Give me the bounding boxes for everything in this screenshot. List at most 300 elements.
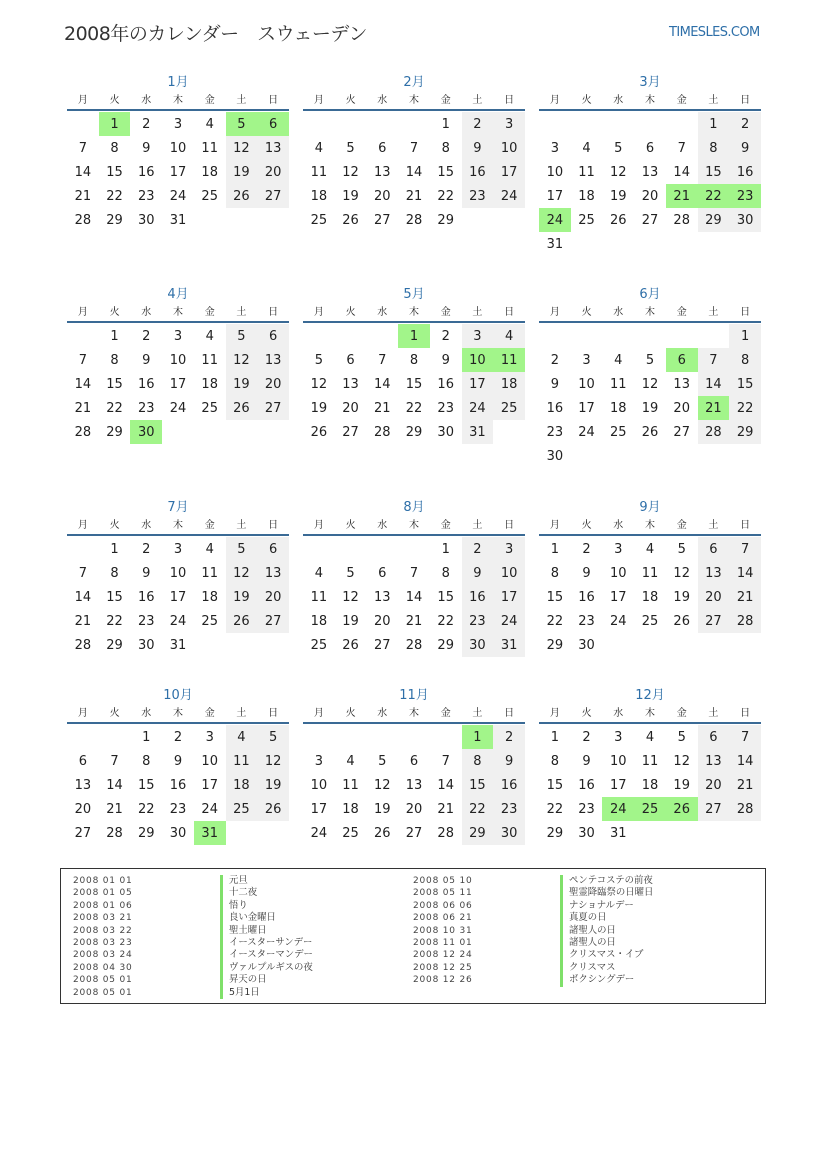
day-cell[interactable]: 9 bbox=[142, 565, 151, 581]
holiday-day-cell[interactable]: 24 bbox=[539, 208, 571, 232]
day-cell[interactable]: 3 bbox=[614, 541, 623, 557]
day-cell[interactable]: 11 bbox=[641, 753, 659, 769]
day-cell[interactable]: 15 bbox=[106, 589, 123, 605]
day-cell[interactable]: 21 bbox=[106, 801, 123, 817]
day-cell[interactable]: 4 bbox=[205, 328, 214, 344]
day-cell[interactable]: 16 bbox=[462, 160, 494, 184]
day-cell[interactable]: 1 bbox=[110, 328, 119, 344]
day-cell[interactable]: 10 bbox=[169, 140, 187, 156]
holiday-day-cell[interactable]: 5 bbox=[226, 112, 258, 136]
day-cell[interactable]: 1 bbox=[441, 541, 450, 557]
day-cell[interactable]: 26 bbox=[342, 637, 359, 653]
day-cell[interactable]: 4 bbox=[226, 725, 258, 749]
holiday-day-cell[interactable]: 24 bbox=[602, 797, 634, 821]
day-cell[interactable]: 1 bbox=[729, 324, 761, 348]
day-cell[interactable]: 23 bbox=[138, 400, 155, 416]
day-cell[interactable]: 24 bbox=[493, 184, 525, 208]
day-cell[interactable]: 7 bbox=[677, 140, 686, 156]
day-cell[interactable]: 6 bbox=[257, 324, 289, 348]
day-cell[interactable]: 8 bbox=[462, 749, 494, 773]
day-cell[interactable]: 14 bbox=[437, 777, 454, 793]
day-cell[interactable]: 15 bbox=[546, 777, 564, 793]
day-cell[interactable]: 29 bbox=[437, 212, 454, 228]
day-cell[interactable]: 22 bbox=[546, 613, 564, 629]
day-cell[interactable]: 14 bbox=[405, 164, 423, 180]
day-cell[interactable]: 20 bbox=[374, 188, 391, 204]
day-cell[interactable]: 17 bbox=[610, 777, 627, 793]
day-cell[interactable]: 9 bbox=[441, 352, 450, 368]
day-cell[interactable]: 9 bbox=[462, 561, 494, 585]
day-cell[interactable]: 19 bbox=[374, 801, 391, 817]
day-cell[interactable]: 24 bbox=[462, 396, 494, 420]
day-cell[interactable]: 15 bbox=[106, 376, 123, 392]
day-cell[interactable]: 17 bbox=[201, 777, 218, 793]
day-cell[interactable]: 15 bbox=[729, 372, 761, 396]
day-cell[interactable]: 2 bbox=[582, 729, 591, 745]
day-cell[interactable]: 17 bbox=[578, 400, 595, 416]
day-cell[interactable]: 3 bbox=[173, 116, 183, 132]
day-cell[interactable]: 1 bbox=[550, 729, 559, 745]
day-cell[interactable]: 31 bbox=[462, 420, 494, 444]
day-cell[interactable]: 25 bbox=[610, 424, 627, 440]
day-cell[interactable]: 19 bbox=[342, 188, 359, 204]
day-cell[interactable]: 4 bbox=[582, 140, 591, 156]
day-cell[interactable]: 27 bbox=[641, 212, 659, 228]
day-cell[interactable]: 10 bbox=[578, 376, 595, 392]
day-cell[interactable]: 14 bbox=[729, 561, 761, 585]
day-cell[interactable]: 27 bbox=[257, 609, 289, 633]
day-cell[interactable]: 9 bbox=[142, 140, 151, 156]
day-cell[interactable]: 16 bbox=[169, 777, 187, 793]
day-cell[interactable]: 25 bbox=[342, 825, 359, 841]
day-cell[interactable]: 18 bbox=[201, 376, 218, 392]
day-cell[interactable]: 9 bbox=[173, 753, 183, 769]
day-cell[interactable]: 8 bbox=[110, 352, 119, 368]
day-cell[interactable]: 23 bbox=[169, 801, 187, 817]
day-cell[interactable]: 2 bbox=[493, 725, 525, 749]
holiday-day-cell[interactable]: 23 bbox=[729, 184, 761, 208]
day-cell[interactable]: 25 bbox=[201, 613, 218, 629]
day-cell[interactable]: 17 bbox=[462, 372, 494, 396]
day-cell[interactable]: 19 bbox=[257, 773, 289, 797]
day-cell[interactable]: 17 bbox=[310, 801, 328, 817]
day-cell[interactable]: 5 bbox=[314, 352, 323, 368]
day-cell[interactable]: 15 bbox=[405, 376, 423, 392]
day-cell[interactable]: 27 bbox=[257, 396, 289, 420]
day-cell[interactable]: 19 bbox=[342, 613, 359, 629]
day-cell[interactable]: 30 bbox=[437, 424, 454, 440]
day-cell[interactable]: 27 bbox=[74, 825, 92, 841]
day-cell[interactable]: 23 bbox=[578, 613, 595, 629]
day-cell[interactable]: 7 bbox=[78, 140, 87, 156]
day-cell[interactable]: 24 bbox=[169, 188, 187, 204]
day-cell[interactable]: 5 bbox=[677, 541, 686, 557]
day-cell[interactable]: 8 bbox=[550, 565, 559, 581]
day-cell[interactable]: 2 bbox=[462, 537, 494, 561]
day-cell[interactable]: 14 bbox=[698, 372, 730, 396]
day-cell[interactable]: 28 bbox=[405, 212, 423, 228]
day-cell[interactable]: 7 bbox=[378, 352, 387, 368]
day-cell[interactable]: 18 bbox=[310, 613, 328, 629]
day-cell[interactable]: 9 bbox=[582, 753, 591, 769]
day-cell[interactable]: 27 bbox=[405, 825, 423, 841]
day-cell[interactable]: 24 bbox=[201, 801, 218, 817]
day-cell[interactable]: 5 bbox=[677, 729, 686, 745]
day-cell[interactable]: 14 bbox=[74, 589, 92, 605]
day-cell[interactable]: 20 bbox=[641, 188, 659, 204]
day-cell[interactable]: 8 bbox=[698, 136, 730, 160]
day-cell[interactable]: 10 bbox=[493, 136, 525, 160]
day-cell[interactable]: 13 bbox=[342, 376, 359, 392]
day-cell[interactable]: 23 bbox=[462, 184, 494, 208]
day-cell[interactable]: 2 bbox=[462, 112, 494, 136]
day-cell[interactable]: 29 bbox=[546, 825, 564, 841]
holiday-day-cell[interactable]: 1 bbox=[462, 725, 494, 749]
day-cell[interactable]: 10 bbox=[610, 565, 627, 581]
day-cell[interactable]: 29 bbox=[405, 424, 423, 440]
day-cell[interactable]: 7 bbox=[409, 565, 419, 581]
day-cell[interactable]: 12 bbox=[226, 561, 258, 585]
day-cell[interactable]: 10 bbox=[546, 164, 564, 180]
day-cell[interactable]: 23 bbox=[138, 613, 155, 629]
day-cell[interactable]: 13 bbox=[74, 777, 92, 793]
day-cell[interactable]: 9 bbox=[729, 136, 761, 160]
day-cell[interactable]: 3 bbox=[614, 729, 623, 745]
day-cell[interactable]: 31 bbox=[610, 825, 627, 841]
day-cell[interactable]: 20 bbox=[257, 585, 289, 609]
day-cell[interactable]: 4 bbox=[645, 541, 655, 557]
day-cell[interactable]: 16 bbox=[493, 773, 525, 797]
day-cell[interactable]: 11 bbox=[201, 565, 218, 581]
day-cell[interactable]: 3 bbox=[582, 352, 591, 368]
day-cell[interactable]: 28 bbox=[437, 825, 454, 841]
day-cell[interactable]: 27 bbox=[257, 184, 289, 208]
day-cell[interactable]: 22 bbox=[106, 400, 123, 416]
day-cell[interactable]: 16 bbox=[578, 777, 595, 793]
day-cell[interactable]: 27 bbox=[342, 424, 359, 440]
day-cell[interactable]: 27 bbox=[673, 424, 690, 440]
day-cell[interactable]: 10 bbox=[201, 753, 218, 769]
day-cell[interactable]: 20 bbox=[405, 801, 423, 817]
day-cell[interactable]: 25 bbox=[310, 212, 328, 228]
day-cell[interactable]: 30 bbox=[138, 212, 155, 228]
holiday-day-cell[interactable]: 22 bbox=[698, 184, 730, 208]
day-cell[interactable]: 19 bbox=[673, 777, 690, 793]
day-cell[interactable]: 20 bbox=[74, 801, 92, 817]
day-cell[interactable]: 2 bbox=[142, 116, 151, 132]
day-cell[interactable]: 29 bbox=[546, 637, 564, 653]
day-cell[interactable]: 19 bbox=[310, 400, 328, 416]
day-cell[interactable]: 5 bbox=[346, 140, 355, 156]
day-cell[interactable]: 12 bbox=[342, 164, 359, 180]
day-cell[interactable]: 7 bbox=[78, 352, 87, 368]
day-cell[interactable]: 15 bbox=[698, 160, 730, 184]
day-cell[interactable]: 28 bbox=[729, 609, 761, 633]
day-cell[interactable]: 8 bbox=[441, 140, 450, 156]
day-cell[interactable]: 21 bbox=[437, 801, 454, 817]
day-cell[interactable]: 29 bbox=[462, 821, 494, 845]
day-cell[interactable]: 18 bbox=[342, 801, 359, 817]
day-cell[interactable]: 16 bbox=[729, 160, 761, 184]
day-cell[interactable]: 23 bbox=[462, 609, 494, 633]
day-cell[interactable]: 8 bbox=[409, 352, 419, 368]
day-cell[interactable]: 18 bbox=[201, 164, 218, 180]
day-cell[interactable]: 27 bbox=[374, 212, 391, 228]
day-cell[interactable]: 24 bbox=[310, 825, 328, 841]
day-cell[interactable]: 4 bbox=[205, 541, 214, 557]
day-cell[interactable]: 13 bbox=[374, 164, 391, 180]
holiday-day-cell[interactable]: 30 bbox=[130, 420, 162, 444]
day-cell[interactable]: 20 bbox=[698, 773, 730, 797]
day-cell[interactable]: 30 bbox=[546, 448, 564, 464]
day-cell[interactable]: 12 bbox=[673, 565, 690, 581]
day-cell[interactable]: 20 bbox=[257, 160, 289, 184]
day-cell[interactable]: 15 bbox=[437, 589, 454, 605]
day-cell[interactable]: 21 bbox=[74, 188, 92, 204]
day-cell[interactable]: 19 bbox=[673, 589, 690, 605]
day-cell[interactable]: 28 bbox=[673, 212, 690, 228]
day-cell[interactable]: 4 bbox=[314, 140, 323, 156]
day-cell[interactable]: 2 bbox=[142, 541, 151, 557]
day-cell[interactable]: 13 bbox=[698, 561, 730, 585]
day-cell[interactable]: 25 bbox=[201, 188, 218, 204]
site-brand[interactable]: TIMESLES.COM bbox=[669, 25, 760, 40]
day-cell[interactable]: 25 bbox=[226, 797, 258, 821]
holiday-day-cell[interactable]: 31 bbox=[194, 821, 226, 845]
day-cell[interactable]: 2 bbox=[729, 112, 761, 136]
day-cell[interactable]: 21 bbox=[405, 188, 423, 204]
day-cell[interactable]: 19 bbox=[226, 160, 258, 184]
day-cell[interactable]: 10 bbox=[169, 565, 187, 581]
day-cell[interactable]: 11 bbox=[201, 352, 218, 368]
day-cell[interactable]: 28 bbox=[106, 825, 123, 841]
day-cell[interactable]: 12 bbox=[610, 164, 627, 180]
day-cell[interactable]: 18 bbox=[578, 188, 595, 204]
day-cell[interactable]: 26 bbox=[641, 424, 659, 440]
day-cell[interactable]: 4 bbox=[346, 753, 355, 769]
day-cell[interactable]: 6 bbox=[698, 725, 730, 749]
day-cell[interactable]: 28 bbox=[74, 637, 92, 653]
day-cell[interactable]: 26 bbox=[374, 825, 391, 841]
day-cell[interactable]: 18 bbox=[226, 773, 258, 797]
day-cell[interactable]: 9 bbox=[550, 376, 559, 392]
day-cell[interactable]: 5 bbox=[257, 725, 289, 749]
holiday-day-cell[interactable]: 25 bbox=[634, 797, 666, 821]
day-cell[interactable]: 22 bbox=[437, 613, 454, 629]
day-cell[interactable]: 26 bbox=[226, 396, 258, 420]
day-cell[interactable]: 28 bbox=[74, 212, 92, 228]
holiday-day-cell[interactable]: 1 bbox=[99, 112, 131, 136]
day-cell[interactable]: 21 bbox=[405, 613, 423, 629]
day-cell[interactable]: 7 bbox=[441, 753, 450, 769]
day-cell[interactable]: 22 bbox=[138, 801, 155, 817]
day-cell[interactable]: 14 bbox=[74, 376, 92, 392]
day-cell[interactable]: 21 bbox=[74, 613, 92, 629]
day-cell[interactable]: 29 bbox=[729, 420, 761, 444]
day-cell[interactable]: 15 bbox=[106, 164, 123, 180]
day-cell[interactable]: 18 bbox=[493, 372, 525, 396]
day-cell[interactable]: 3 bbox=[173, 328, 183, 344]
day-cell[interactable]: 17 bbox=[493, 585, 525, 609]
day-cell[interactable]: 1 bbox=[550, 541, 559, 557]
day-cell[interactable]: 28 bbox=[374, 424, 391, 440]
day-cell[interactable]: 25 bbox=[201, 400, 218, 416]
holiday-day-cell[interactable]: 26 bbox=[666, 797, 698, 821]
day-cell[interactable]: 9 bbox=[582, 565, 591, 581]
day-cell[interactable]: 30 bbox=[169, 825, 187, 841]
day-cell[interactable]: 23 bbox=[437, 400, 454, 416]
day-cell[interactable]: 17 bbox=[169, 376, 187, 392]
day-cell[interactable]: 7 bbox=[698, 348, 730, 372]
day-cell[interactable]: 13 bbox=[698, 749, 730, 773]
day-cell[interactable]: 6 bbox=[645, 140, 655, 156]
day-cell[interactable]: 16 bbox=[578, 589, 595, 605]
day-cell[interactable]: 18 bbox=[201, 589, 218, 605]
day-cell[interactable]: 6 bbox=[378, 565, 387, 581]
day-cell[interactable]: 15 bbox=[138, 777, 155, 793]
day-cell[interactable]: 5 bbox=[346, 565, 355, 581]
day-cell[interactable]: 14 bbox=[673, 164, 690, 180]
day-cell[interactable]: 19 bbox=[226, 372, 258, 396]
day-cell[interactable]: 2 bbox=[550, 352, 559, 368]
day-cell[interactable]: 6 bbox=[409, 753, 419, 769]
day-cell[interactable]: 27 bbox=[698, 797, 730, 821]
holiday-day-cell[interactable]: 11 bbox=[493, 348, 525, 372]
day-cell[interactable]: 20 bbox=[257, 372, 289, 396]
day-cell[interactable]: 17 bbox=[493, 160, 525, 184]
day-cell[interactable]: 6 bbox=[257, 537, 289, 561]
day-cell[interactable]: 20 bbox=[698, 585, 730, 609]
day-cell[interactable]: 3 bbox=[493, 112, 525, 136]
day-cell[interactable]: 12 bbox=[374, 777, 391, 793]
day-cell[interactable]: 9 bbox=[462, 136, 494, 160]
day-cell[interactable]: 13 bbox=[257, 136, 289, 160]
day-cell[interactable]: 2 bbox=[582, 541, 591, 557]
day-cell[interactable]: 28 bbox=[729, 797, 761, 821]
day-cell[interactable]: 20 bbox=[673, 400, 690, 416]
day-cell[interactable]: 10 bbox=[169, 352, 187, 368]
day-cell[interactable]: 14 bbox=[74, 164, 92, 180]
day-cell[interactable]: 3 bbox=[314, 753, 323, 769]
day-cell[interactable]: 12 bbox=[257, 749, 289, 773]
day-cell[interactable]: 7 bbox=[110, 753, 119, 769]
day-cell[interactable]: 17 bbox=[169, 164, 187, 180]
day-cell[interactable]: 11 bbox=[310, 164, 328, 180]
day-cell[interactable]: 1 bbox=[110, 541, 119, 557]
day-cell[interactable]: 19 bbox=[610, 188, 627, 204]
day-cell[interactable]: 13 bbox=[257, 561, 289, 585]
day-cell[interactable]: 18 bbox=[641, 777, 659, 793]
day-cell[interactable]: 25 bbox=[641, 613, 659, 629]
day-cell[interactable]: 15 bbox=[462, 773, 494, 797]
day-cell[interactable]: 30 bbox=[578, 825, 595, 841]
day-cell[interactable]: 10 bbox=[610, 753, 627, 769]
day-cell[interactable]: 24 bbox=[169, 613, 187, 629]
day-cell[interactable]: 11 bbox=[226, 749, 258, 773]
day-cell[interactable]: 22 bbox=[106, 188, 123, 204]
day-cell[interactable]: 1 bbox=[142, 729, 151, 745]
day-cell[interactable]: 22 bbox=[546, 801, 564, 817]
day-cell[interactable]: 30 bbox=[138, 637, 155, 653]
day-cell[interactable]: 11 bbox=[578, 164, 595, 180]
day-cell[interactable]: 14 bbox=[106, 777, 123, 793]
day-cell[interactable]: 23 bbox=[138, 188, 155, 204]
day-cell[interactable]: 31 bbox=[546, 236, 564, 252]
day-cell[interactable]: 17 bbox=[610, 589, 627, 605]
day-cell[interactable]: 26 bbox=[257, 797, 289, 821]
day-cell[interactable]: 11 bbox=[310, 589, 328, 605]
day-cell[interactable]: 15 bbox=[546, 589, 564, 605]
day-cell[interactable]: 4 bbox=[205, 116, 214, 132]
holiday-day-cell[interactable]: 6 bbox=[666, 348, 698, 372]
day-cell[interactable]: 29 bbox=[138, 825, 155, 841]
day-cell[interactable]: 13 bbox=[257, 348, 289, 372]
day-cell[interactable]: 7 bbox=[78, 565, 87, 581]
day-cell[interactable]: 24 bbox=[610, 613, 627, 629]
day-cell[interactable]: 22 bbox=[106, 613, 123, 629]
day-cell[interactable]: 29 bbox=[698, 208, 730, 232]
day-cell[interactable]: 24 bbox=[578, 424, 595, 440]
day-cell[interactable]: 24 bbox=[169, 400, 187, 416]
day-cell[interactable]: 4 bbox=[645, 729, 655, 745]
day-cell[interactable]: 5 bbox=[645, 352, 655, 368]
day-cell[interactable]: 13 bbox=[673, 376, 690, 392]
day-cell[interactable]: 7 bbox=[729, 537, 761, 561]
day-cell[interactable]: 3 bbox=[550, 140, 559, 156]
day-cell[interactable]: 29 bbox=[106, 212, 123, 228]
day-cell[interactable]: 2 bbox=[441, 328, 450, 344]
day-cell[interactable]: 7 bbox=[729, 725, 761, 749]
day-cell[interactable]: 17 bbox=[546, 188, 564, 204]
day-cell[interactable]: 6 bbox=[698, 537, 730, 561]
day-cell[interactable]: 16 bbox=[138, 164, 155, 180]
day-cell[interactable]: 5 bbox=[226, 537, 258, 561]
day-cell[interactable]: 11 bbox=[201, 140, 218, 156]
day-cell[interactable]: 26 bbox=[342, 212, 359, 228]
day-cell[interactable]: 16 bbox=[437, 376, 454, 392]
day-cell[interactable]: 6 bbox=[378, 140, 387, 156]
day-cell[interactable]: 28 bbox=[698, 420, 730, 444]
day-cell[interactable]: 19 bbox=[226, 585, 258, 609]
day-cell[interactable]: 14 bbox=[374, 376, 391, 392]
day-cell[interactable]: 18 bbox=[310, 188, 328, 204]
holiday-day-cell[interactable]: 6 bbox=[257, 112, 289, 136]
day-cell[interactable]: 5 bbox=[378, 753, 387, 769]
day-cell[interactable]: 8 bbox=[142, 753, 151, 769]
day-cell[interactable]: 8 bbox=[550, 753, 559, 769]
day-cell[interactable]: 26 bbox=[226, 609, 258, 633]
day-cell[interactable]: 31 bbox=[493, 633, 525, 657]
day-cell[interactable]: 8 bbox=[441, 565, 450, 581]
day-cell[interactable]: 3 bbox=[205, 729, 214, 745]
day-cell[interactable]: 12 bbox=[342, 589, 359, 605]
day-cell[interactable]: 8 bbox=[729, 348, 761, 372]
day-cell[interactable]: 16 bbox=[138, 376, 155, 392]
day-cell[interactable]: 12 bbox=[673, 753, 690, 769]
day-cell[interactable]: 27 bbox=[698, 609, 730, 633]
day-cell[interactable]: 30 bbox=[462, 633, 494, 657]
day-cell[interactable]: 26 bbox=[226, 184, 258, 208]
day-cell[interactable]: 26 bbox=[310, 424, 328, 440]
day-cell[interactable]: 24 bbox=[493, 609, 525, 633]
day-cell[interactable]: 8 bbox=[110, 140, 119, 156]
day-cell[interactable]: 7 bbox=[409, 140, 419, 156]
day-cell[interactable]: 2 bbox=[142, 328, 151, 344]
day-cell[interactable]: 28 bbox=[74, 424, 92, 440]
day-cell[interactable]: 18 bbox=[641, 589, 659, 605]
day-cell[interactable]: 12 bbox=[641, 376, 659, 392]
day-cell[interactable]: 2 bbox=[173, 729, 183, 745]
